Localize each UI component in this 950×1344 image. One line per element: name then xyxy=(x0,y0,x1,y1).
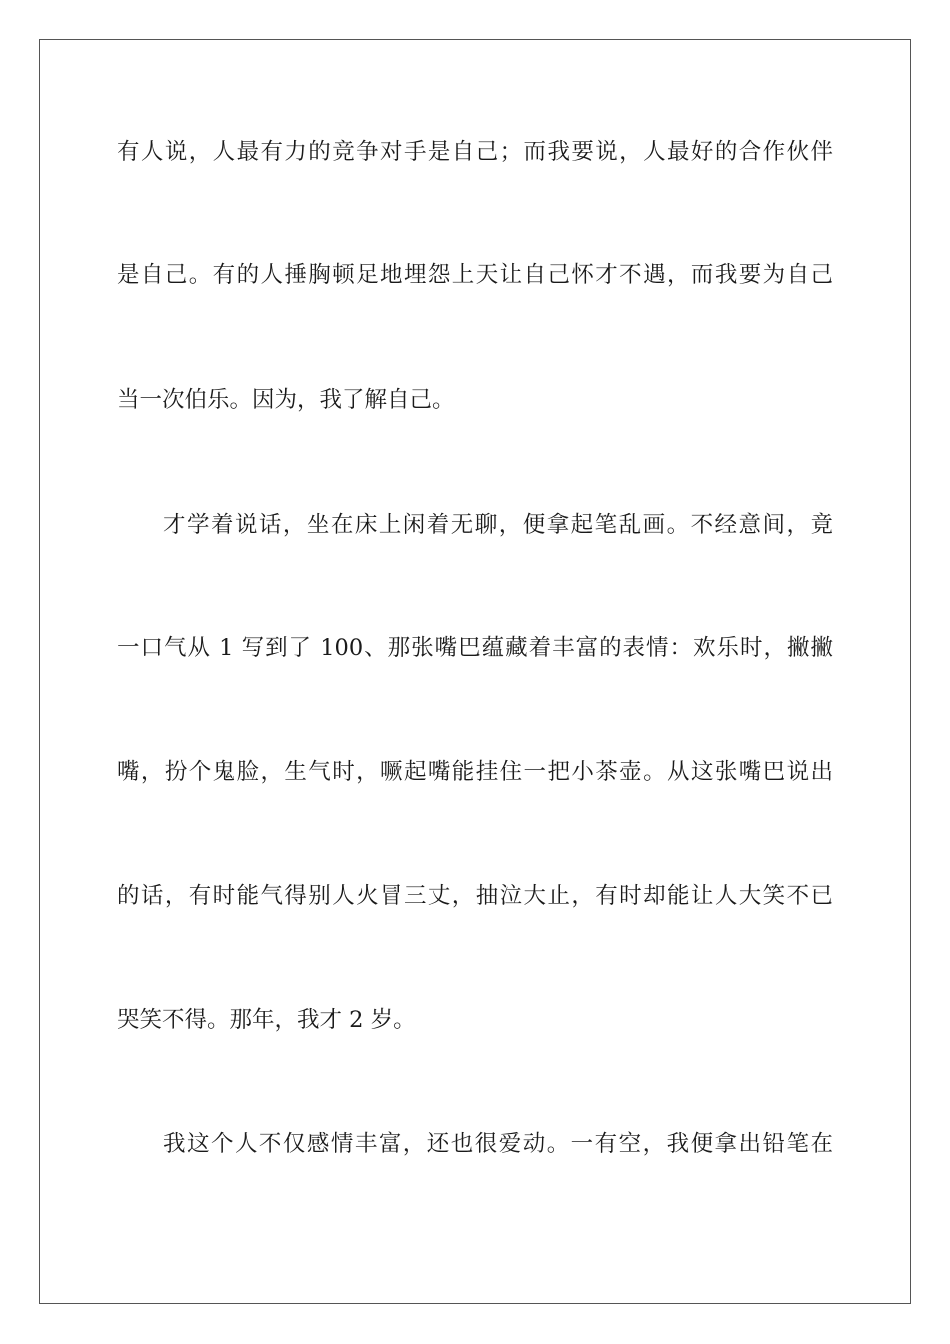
page-frame xyxy=(39,39,911,1304)
paragraph-line: 当一次伯乐。因为，我了解自己。 xyxy=(117,387,455,413)
paragraph-line: 哭笑不得。那年，我才 2 岁。 xyxy=(117,1007,416,1033)
paragraph-line: 有人说，人最有力的竞争对手是自己；而我要说，人最好的合作伙伴 xyxy=(117,139,833,165)
paragraph-line: 我这个人不仅感情丰富，还也很爱动。一有空，我便拿出铅笔在 xyxy=(163,1131,833,1157)
paragraph-line: 才学着说话，坐在床上闲着无聊，便拿起笔乱画。不经意间，竟 xyxy=(163,512,833,538)
paragraph-line: 嘴，扮个鬼脸，生气时，噘起嘴能挂住一把小茶壶。从这张嘴巴说出 xyxy=(117,759,833,785)
paragraph-line: 是自己。有的人捶胸顿足地埋怨上天让自己怀才不遇，而我要为自己 xyxy=(117,262,833,288)
paragraph-line: 一口气从 1 写到了 100、那张嘴巴蕴藏着丰富的表情：欢乐时，撇撇 xyxy=(117,635,833,661)
paragraph-line: 的话，有时能气得别人火冒三丈，抽泣大止，有时却能让人大笑不已 xyxy=(117,883,833,909)
